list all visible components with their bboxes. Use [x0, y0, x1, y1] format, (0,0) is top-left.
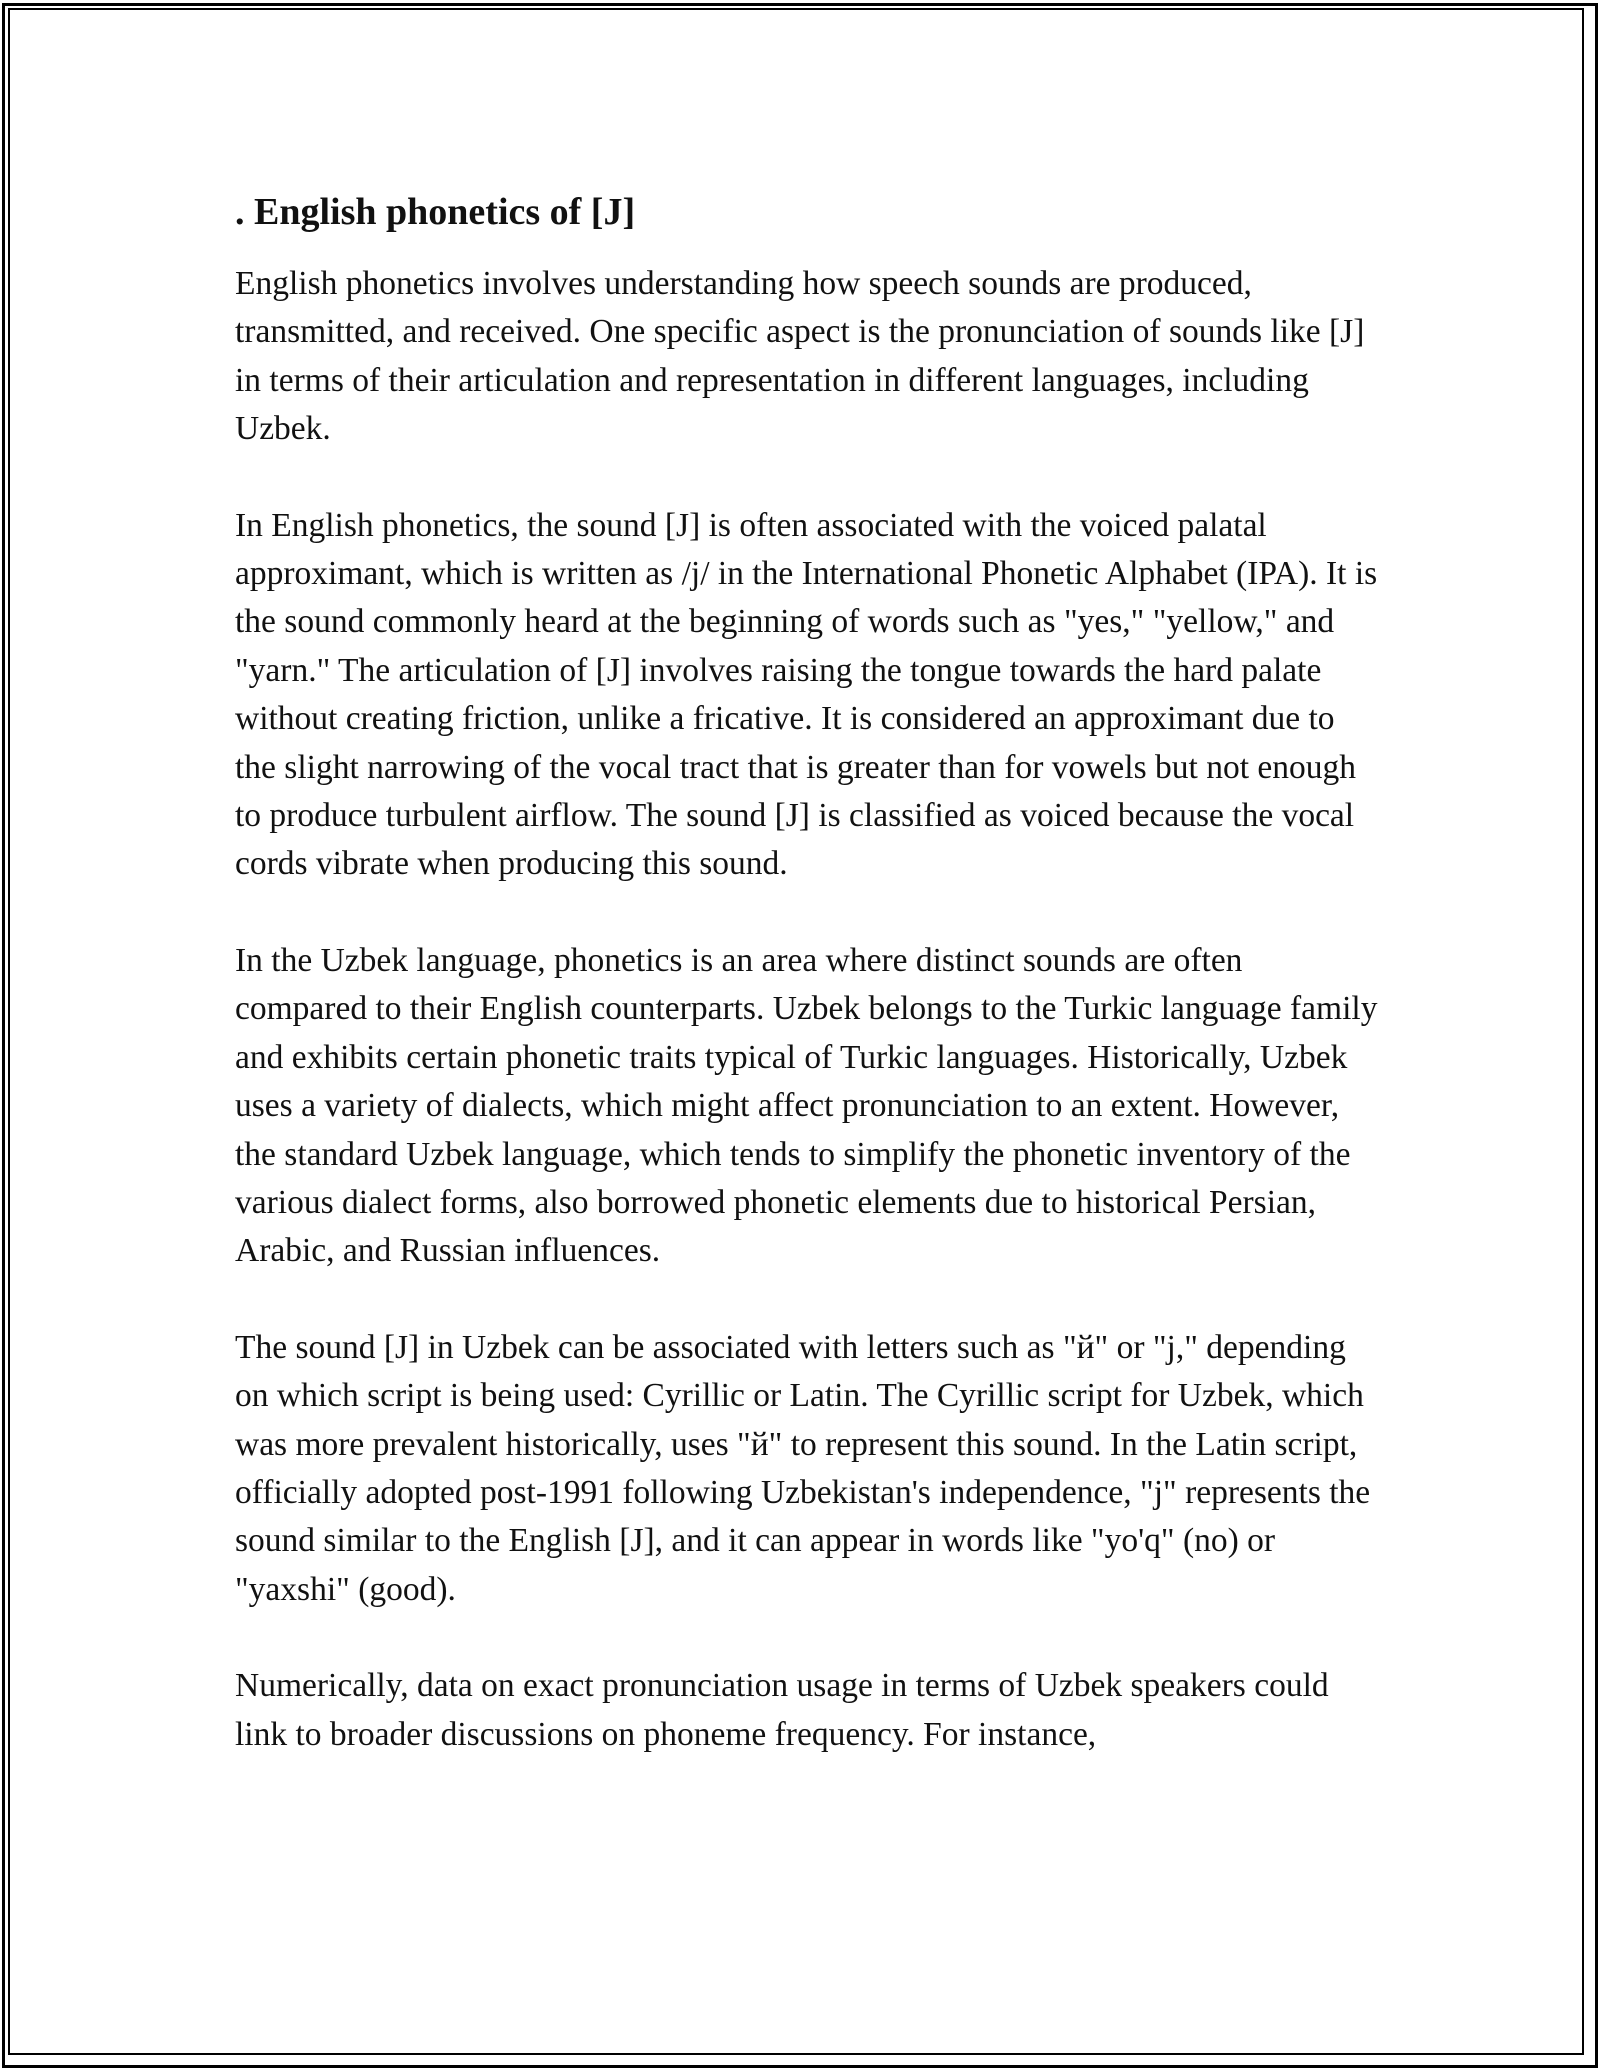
page-title: . English phonetics of [J] [235, 191, 636, 233]
paragraph-english-phonetics: In English phonetics, the sound [J] is often associated with the voiced palatal approximant, which is written as /j/ in the International Phonetic Alphabet (IPA). It is the sound commonly heard at the beginning of words such as "yes," "yellow," and "yarn." The articulation of [J] involves raising the tongue towards the hard palate without creating friction, unlike a fricative. It is considered an approximant due to the slight narrowing of the vocal tract that is greater than for vowels but not enough to produce turbulent airflow. The sound [J] is classified as voiced because the vocal cords vibrate when producing this sound. [235, 506, 1378, 883]
paragraph-uzbek-scripts: The sound [J] in Uzbek can be associated with letters such as "й" or "j," depending on which script is being used: Cyrillic or Latin. The Cyrillic script for Uzbek, which was more prevalent historically, uses "й" to represent this sound. In the Latin script, officially adopted post-1991 following Uzbekistan's independence, "j" represents the sound similar to the English [J], and it can appear in words like "yo'q" (no) or "yaxshi" (good). [235, 1328, 1371, 1608]
paragraph-intro: English phonetics involves understanding how speech sounds are produced, transmitted, and received. One specific aspect is the pronunciation of sounds like [J] in terms of their articulation and representation in different languages, including Uzbek. [235, 265, 1365, 448]
paragraph-numerical-data: Numerically, data on exact pronunciation usage in terms of Uzbek speakers could link to broader discussions on phoneme frequency. For instance, [235, 1667, 1329, 1753]
paragraph-uzbek-language: In the Uzbek language, phonetics is an area where distinct sounds are often compared to their English counterparts. Uzbek belongs to the Turkic language family and exhibits certain phonetic traits typical of Turkic languages. Historically, Uzbek uses a variety of dialects, which might affect pronunciation to an extent. However, the standard Uzbek language, which tends to simplify the phonetic inventory of the various dialect forms, also borrowed phonetic elements due to historical Persian, Arabic, and Russian influences. [235, 941, 1378, 1270]
document-body [235, 188, 1380, 1807]
